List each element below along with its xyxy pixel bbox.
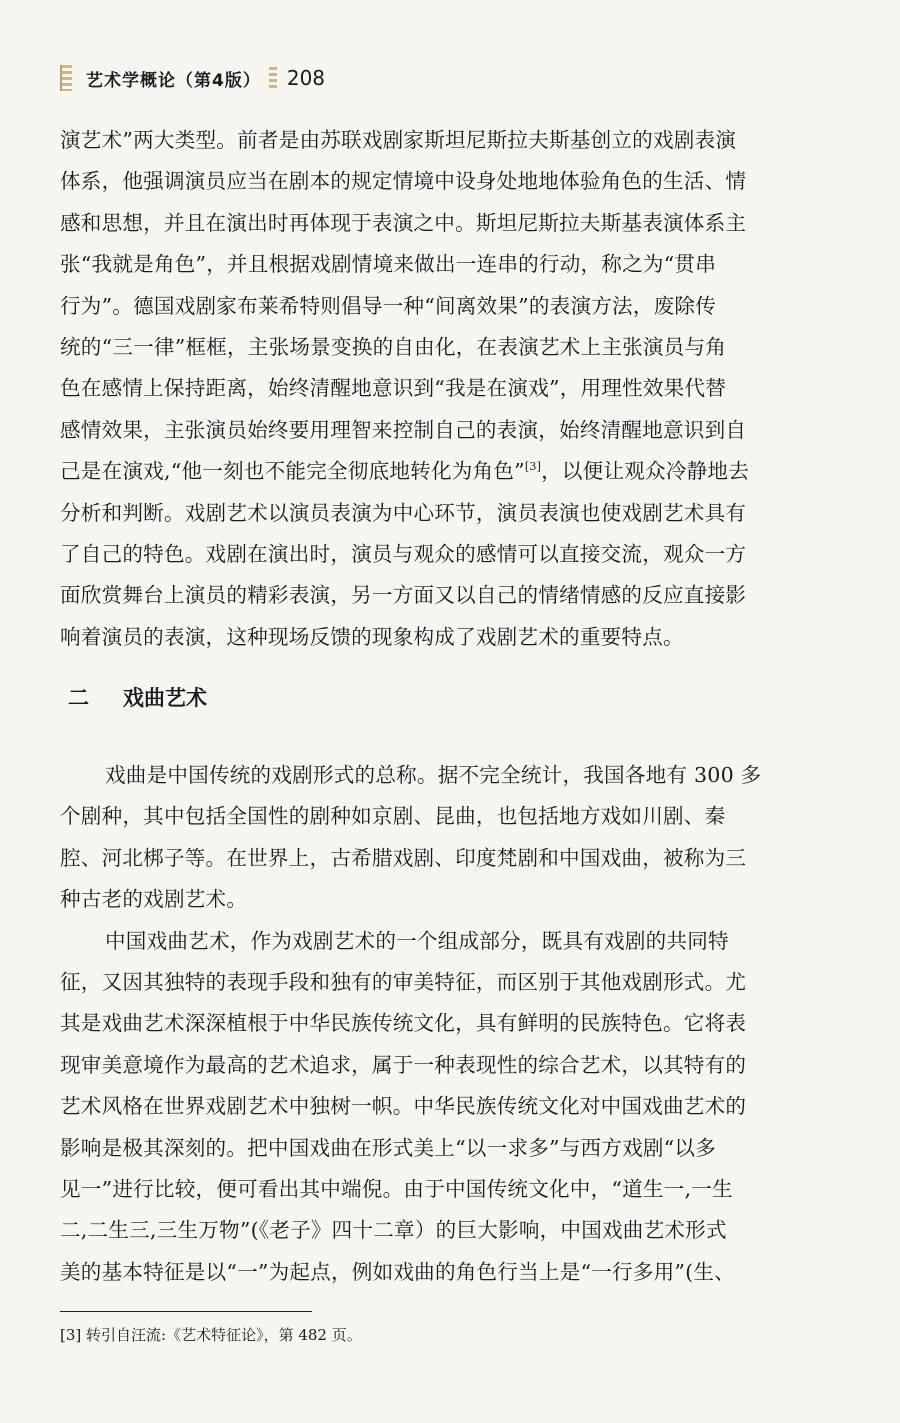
text-line: 腔、河北梆子等。在世界上，古希腊戏剧、印度梵剧和中国戏曲，被称为三 (60, 845, 747, 870)
text-line-with-footnote (60, 451, 818, 492)
body-text-lower (60, 755, 818, 1293)
text-line: 征，又因其独特的表现手段和独有的审美特征，而区别于其他戏剧形式。尤 (60, 969, 747, 994)
text-line: 统的“三一律”框框，主张场景变换的自由化，在表演艺术上主张演员与角 (60, 334, 727, 359)
text-line: 中国戏曲艺术，作为戏剧艺术的一个组成部分，既具有戏剧的共同特 (105, 928, 729, 953)
book-title: 艺术学概论（第4版） (86, 70, 261, 91)
text-line: 感情效果，主张演员始终要用理智来控制自己的表演，始终清醒地意识到自 (60, 417, 747, 442)
text-line: 戏曲是中国传统的戏剧形式的总称。据不完全统计，我国各地有 300 多 (105, 763, 762, 787)
running-header (60, 64, 325, 92)
header-separator (269, 67, 277, 89)
text-line: 面欣赏舞台上演员的精彩表演，另一方面又以自己的情绪情感的反应直接影 (60, 583, 747, 608)
text-line: 张“我就是角色”，并且根据戏剧情境来做出一连串的行动，称之为“贯串 (60, 252, 716, 277)
text-line: 种古老的戏剧艺术。 (60, 887, 248, 912)
footnote-reference[interactable]: [3] (524, 460, 542, 474)
text-line: 演艺术”两大类型。前者是由苏联戏剧家斯坦尼斯拉夫斯基创立的戏剧表演 (60, 128, 737, 152)
text-line: 艺术风格在世界戏剧艺术中独树一帜。中华民族传统文化对中国戏曲艺术的 (60, 1094, 747, 1119)
header-ornament (60, 65, 72, 91)
section-title: 戏曲艺术 (123, 686, 207, 710)
text-line: 体系，他强调演员应当在剧本的规定情境中设身处地地体验角色的生活、情 (60, 169, 747, 194)
text-line: 感和思想，并且在演出时再体现于表演之中。斯坦尼斯拉夫斯基表演体系主 (60, 210, 747, 235)
text-line: 二,二生三,三生万物”(《老子》四十二章）的巨大影响，中国戏曲艺术形式 (60, 1218, 727, 1243)
footnote: [3] 转引自汪流:《艺术特征论》，第 482 页。 (60, 1326, 362, 1344)
text-line: 了自己的特色。戏剧在演出时，演员与观众的感情可以直接交流，观众一方 (60, 541, 747, 566)
text-line: 色在感情上保持距离，始终清醒地意识到“我是在演戏”，用理性效果代替 (60, 376, 727, 401)
text-line: 分析和判断。戏剧艺术以演员表演为中心环节，演员表演也使戏剧艺术具有 (60, 500, 747, 525)
text-line: 影响是极其深刻的。把中国戏曲在形式美上“以一求多”与西方戏剧“以多 (60, 1135, 716, 1160)
text-line: 其是戏曲艺术深深植根于中华民族传统文化，具有鲜明的民族特色。它将表 (60, 1011, 747, 1036)
text-line: 个剧种，其中包括全国性的剧种如京剧、昆曲，也包括地方戏如川剧、秦 (60, 804, 726, 829)
body-text-upper (60, 120, 818, 658)
footnote-divider (60, 1311, 312, 1312)
section-number: 二 (68, 686, 89, 710)
page-number: 208 (286, 66, 326, 90)
text-line: 行为”。德国戏剧家布莱希特则倡导一种“间离效果”的表演方法，废除传 (60, 293, 716, 318)
section-heading (68, 682, 207, 712)
text-line: 现审美意境作为最高的艺术追求，属于一种表现性的综合艺术，以其特有的 (60, 1052, 747, 1077)
text-segment: ，以便让观众冷静地去 (541, 459, 749, 484)
text-line: 美的基本特征是以“一”为起点，例如戏曲的角色行当上是“一行多用”(生、 (60, 1259, 735, 1284)
text-line: 响着演员的表演，这种现场反馈的现象构成了戏剧艺术的重要特点。 (60, 624, 684, 649)
text-segment: 己是在演戏,“他一刻也不能完全彻底地转化为角色” (60, 459, 525, 484)
text-line: 见一”进行比较，便可看出其中端倪。由于中国传统文化中，“道生一,一生 (60, 1176, 733, 1201)
